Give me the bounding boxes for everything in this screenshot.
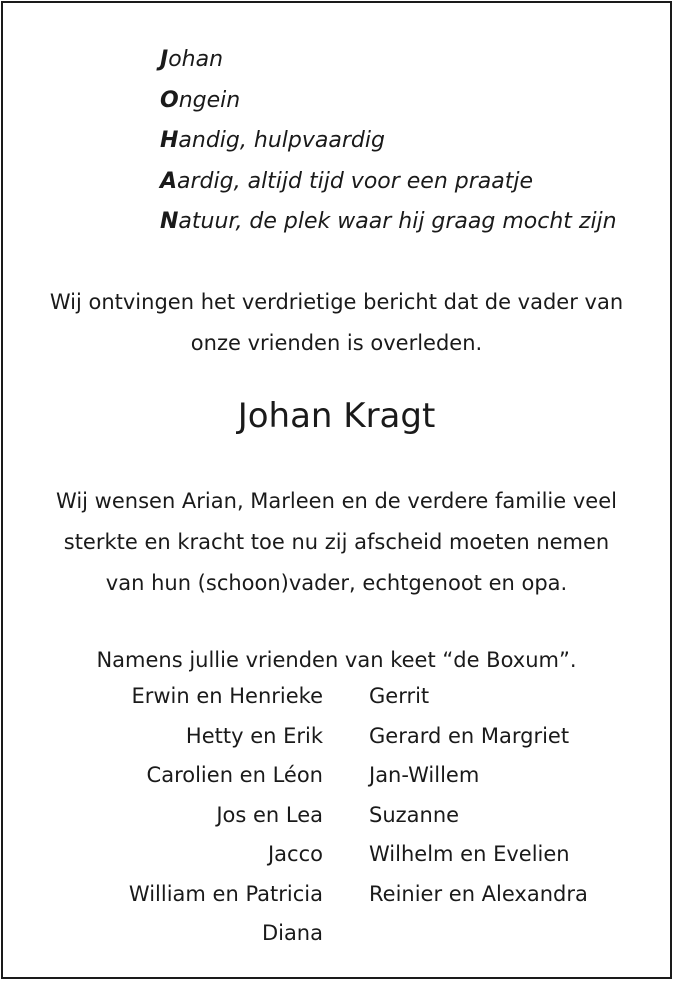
condolence-line: Wij wensen Arian, Marleen en de verdere familie veel — [56, 489, 617, 513]
acrostic-line — [160, 162, 617, 203]
deceased-name: Johan Kragt — [237, 396, 436, 436]
signoff-line: Namens jullie vrienden van keet “de Boxum”. — [96, 648, 577, 672]
condolence-line: van hun (schoon)vader, echtgenoot en opa. — [105, 571, 568, 595]
friend-name: Reinier en Alexandra — [369, 881, 588, 906]
friend-name: Gerard en Margriet — [369, 723, 570, 748]
acrostic-text: atuur, de plek waar hij graag mocht zijn — [178, 209, 617, 234]
friend-name: Wilhelm en Evelien — [369, 842, 570, 866]
acrostic-initial: A — [160, 168, 178, 194]
acrostic-initial: O — [160, 87, 179, 113]
acrostic-initial: J — [160, 47, 169, 72]
acrostic-line — [160, 202, 617, 243]
friend-name: Suzanne — [369, 802, 460, 827]
announcement-line: onze vrienden is overleden. — [190, 331, 483, 355]
announcement-line: Wij ontvingen het verdrietige bericht dat de vader van — [49, 290, 624, 314]
friends-list-left — [129, 677, 323, 954]
friend-name: Hetty en Erik — [185, 723, 323, 748]
friend-name: Jos en Lea — [216, 802, 323, 827]
announcement-paragraph — [20, 282, 653, 364]
acrostic-text: andig, hulpvaardig — [178, 128, 385, 153]
acrostic-line — [160, 81, 617, 122]
acrostic-poem — [160, 40, 617, 243]
condolence-paragraph — [20, 481, 653, 604]
friend-name: Diana — [261, 921, 323, 945]
friend-name: Jacco — [267, 842, 323, 866]
acrostic-text: ngein — [178, 87, 241, 113]
friend-name: Carolien en Léon — [146, 763, 323, 787]
acrostic-initial: N — [160, 209, 179, 234]
condolence-line: sterkte en kracht toe nu zij afscheid moeten nemen — [63, 530, 610, 554]
friend-name: Erwin en Henrieke — [131, 684, 323, 708]
friend-name: Jan-Willem — [369, 763, 480, 787]
acrostic-text: ohan — [168, 47, 224, 72]
friend-name: Gerrit — [369, 684, 430, 708]
acrostic-line — [160, 121, 617, 162]
friend-name: William en Patricia — [128, 881, 323, 906]
acrostic-line — [160, 40, 617, 81]
acrostic-text: ardig, altijd tijd voor een praatje — [177, 168, 534, 194]
friends-list-right — [369, 677, 588, 914]
acrostic-initial: H — [160, 128, 179, 153]
